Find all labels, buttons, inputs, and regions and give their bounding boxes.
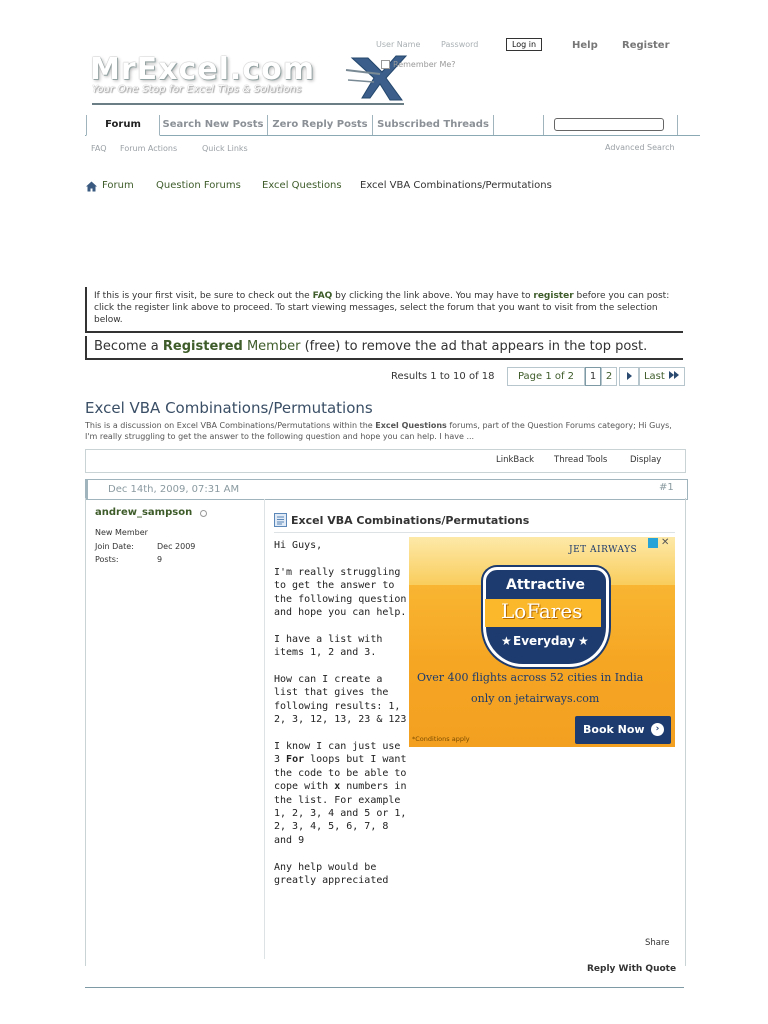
display-menu[interactable]: Display — [630, 455, 662, 465]
tab-subscribed-threads[interactable]: Subscribed Threads — [373, 115, 494, 135]
notice-text-2: by clicking the link above. You may have to — [332, 291, 534, 301]
ad-conditions: *Conditions apply — [412, 735, 470, 743]
post-paragraph-5: Any help would be greatly appreciated — [274, 861, 389, 887]
site-tagline: Your One Stop for Excel Tips & Solutions — [92, 84, 302, 95]
thread-description — [85, 420, 685, 442]
ad-badge-top: Attractive — [506, 577, 585, 593]
thread-tools-menu[interactable]: Thread Tools — [554, 455, 608, 465]
post-greeting: Hi Guys, — [274, 540, 323, 551]
ad-choices-icon[interactable] — [648, 538, 658, 548]
notice-text-1: If this is your first visit, be sure to check out the — [94, 291, 313, 301]
post-body — [274, 539, 408, 901]
ad-close-icon[interactable]: ✕ — [661, 537, 670, 548]
post-p4-a: I know I can just use 3 — [274, 741, 401, 766]
reply-with-quote-button[interactable]: Reply With Quote — [587, 964, 677, 974]
remember-me-checkbox[interactable] — [381, 60, 390, 69]
breadcrumb-current-thread: Excel VBA Combinations/Permutations — [360, 180, 552, 191]
ad-badge-bottom: Everyday — [513, 634, 576, 648]
notice-text-3: before you can post: click the register link above to proceed. To start viewing messages, select the forum that you want to visit from the selection below. — [94, 291, 670, 325]
ad-cta-arrow-icon: › — [651, 723, 664, 736]
first-visit-notice — [85, 287, 683, 333]
ad-line-1: Over 400 flights across 52 cities in India — [417, 671, 644, 684]
breadcrumb-question-forums[interactable]: Question Forums — [156, 180, 241, 191]
breadcrumb-excel-questions[interactable]: Excel Questions — [262, 180, 342, 191]
thread-desc-forum-link[interactable]: Excel Questions — [375, 421, 447, 430]
advanced-search-link[interactable]: Advanced Search — [605, 143, 675, 152]
offline-status-icon — [200, 510, 207, 517]
ad-badge-mid: LoFares — [501, 599, 583, 623]
post-title: Excel VBA Combinations/Permutations — [291, 514, 530, 527]
thread-desc-1: This is a discussion on Excel VBA Combinations/Permutations within the — [85, 421, 376, 430]
password-label: Password — [441, 40, 479, 49]
notice-register-link[interactable]: register — [533, 291, 574, 301]
post-paragraph-2: I have a list with items 1, 2 and 3. — [274, 633, 383, 659]
last-arrow-icon — [668, 371, 680, 379]
breadcrumb-forum[interactable]: Forum — [102, 180, 134, 191]
forum-actions-link[interactable]: Forum Actions — [120, 144, 178, 153]
jet-airways-ad[interactable] — [409, 537, 675, 747]
post-p4-x: x — [334, 781, 341, 793]
linkback-menu[interactable]: LinkBack — [496, 455, 535, 465]
tab-search-new-posts[interactable]: Search New Posts — [159, 115, 268, 135]
post-date: Dec 14th, 2009, 07:31 AM — [108, 484, 240, 495]
join-date-value: Dec 2009 — [157, 542, 196, 551]
post-p4-b: loops but I want the code to be able to cope with — [274, 754, 407, 793]
share-link[interactable]: Share — [645, 938, 670, 948]
thread-desc-2: forums, part of the Question Forums category; Hi Guys, I'm really struggling to get the answer to the following question and hope you can help. I have ... — [85, 421, 672, 441]
ad-cta-label: Book Now — [583, 723, 645, 736]
tab-forum[interactable]: Forum — [86, 115, 160, 136]
username-label: User Name — [376, 40, 421, 49]
post-p4-for: For — [286, 754, 305, 766]
banner-text-1: Become a — [94, 339, 163, 354]
page-2-button[interactable]: 2 — [601, 367, 617, 386]
remember-me-label: Remember Me? — [393, 60, 456, 69]
ad-line-2: only on jetairways.com — [471, 692, 600, 705]
search-input[interactable] — [554, 118, 664, 131]
home-icon[interactable] — [86, 181, 97, 192]
post-title-divider — [274, 532, 675, 533]
page-1-button[interactable]: 1 — [585, 367, 601, 386]
banner-member-word: Member — [242, 339, 301, 354]
post-paragraph-4 — [274, 740, 408, 847]
tab-zero-reply-posts[interactable]: Zero Reply Posts — [268, 115, 373, 135]
next-page-button[interactable] — [619, 367, 639, 386]
next-arrow-icon — [625, 372, 633, 380]
help-link[interactable]: Help — [572, 40, 598, 51]
notice-faq-link[interactable]: FAQ — [312, 291, 333, 301]
post-document-icon — [274, 513, 287, 527]
posts-count: 9 — [157, 555, 163, 564]
banner-registered-link[interactable]: Registered — [162, 339, 243, 354]
join-date-label: Join Date: — [95, 542, 134, 551]
last-page-label: Last — [643, 371, 665, 382]
banner-text-3: (free) to remove the ad that appears in the top post. — [300, 339, 648, 354]
ad-brand: JET AIRWAYS — [569, 545, 638, 555]
registered-member-banner — [85, 336, 683, 360]
login-button[interactable]: Log in — [506, 38, 542, 51]
ad-badge-bottom-star-right: ★ — [578, 634, 589, 648]
post-number[interactable]: #1 — [659, 482, 674, 493]
faq-link[interactable]: FAQ — [91, 144, 107, 153]
post-author[interactable]: andrew_sampson — [95, 507, 193, 518]
page-of-label[interactable]: Page 1 of 2 — [507, 367, 585, 386]
last-page-button[interactable] — [639, 367, 685, 386]
site-logo[interactable]: MrExcel.com — [90, 52, 315, 87]
post-bottom-divider — [85, 987, 684, 988]
post-paragraph-3: How can I create a list that gives the following results: 1, 2, 3, 12, 13, 23 & 123 — [274, 674, 407, 726]
results-count: Results 1 to 10 of 18 — [391, 371, 495, 382]
post-p4-c: numbers in the list. For example 1, 2, 3, 4 and 5 or 1, 2, 3, 4, 5, 6, 7, 8 and 9 — [274, 781, 407, 846]
register-link[interactable]: Register — [622, 40, 670, 51]
quick-links-link[interactable]: Quick Links — [202, 144, 248, 153]
ad-book-now-button[interactable] — [575, 716, 671, 744]
thread-title: Excel VBA Combinations/Permutations — [85, 399, 373, 417]
post-paragraph-1: I'm really struggling to get the answer to the following question and hope you can help. — [274, 566, 407, 619]
author-rank: New Member — [95, 528, 148, 537]
ad-badge-bottom-star-left: ★ — [501, 634, 512, 648]
post-divider — [264, 499, 265, 959]
posts-label: Posts: — [95, 555, 119, 564]
